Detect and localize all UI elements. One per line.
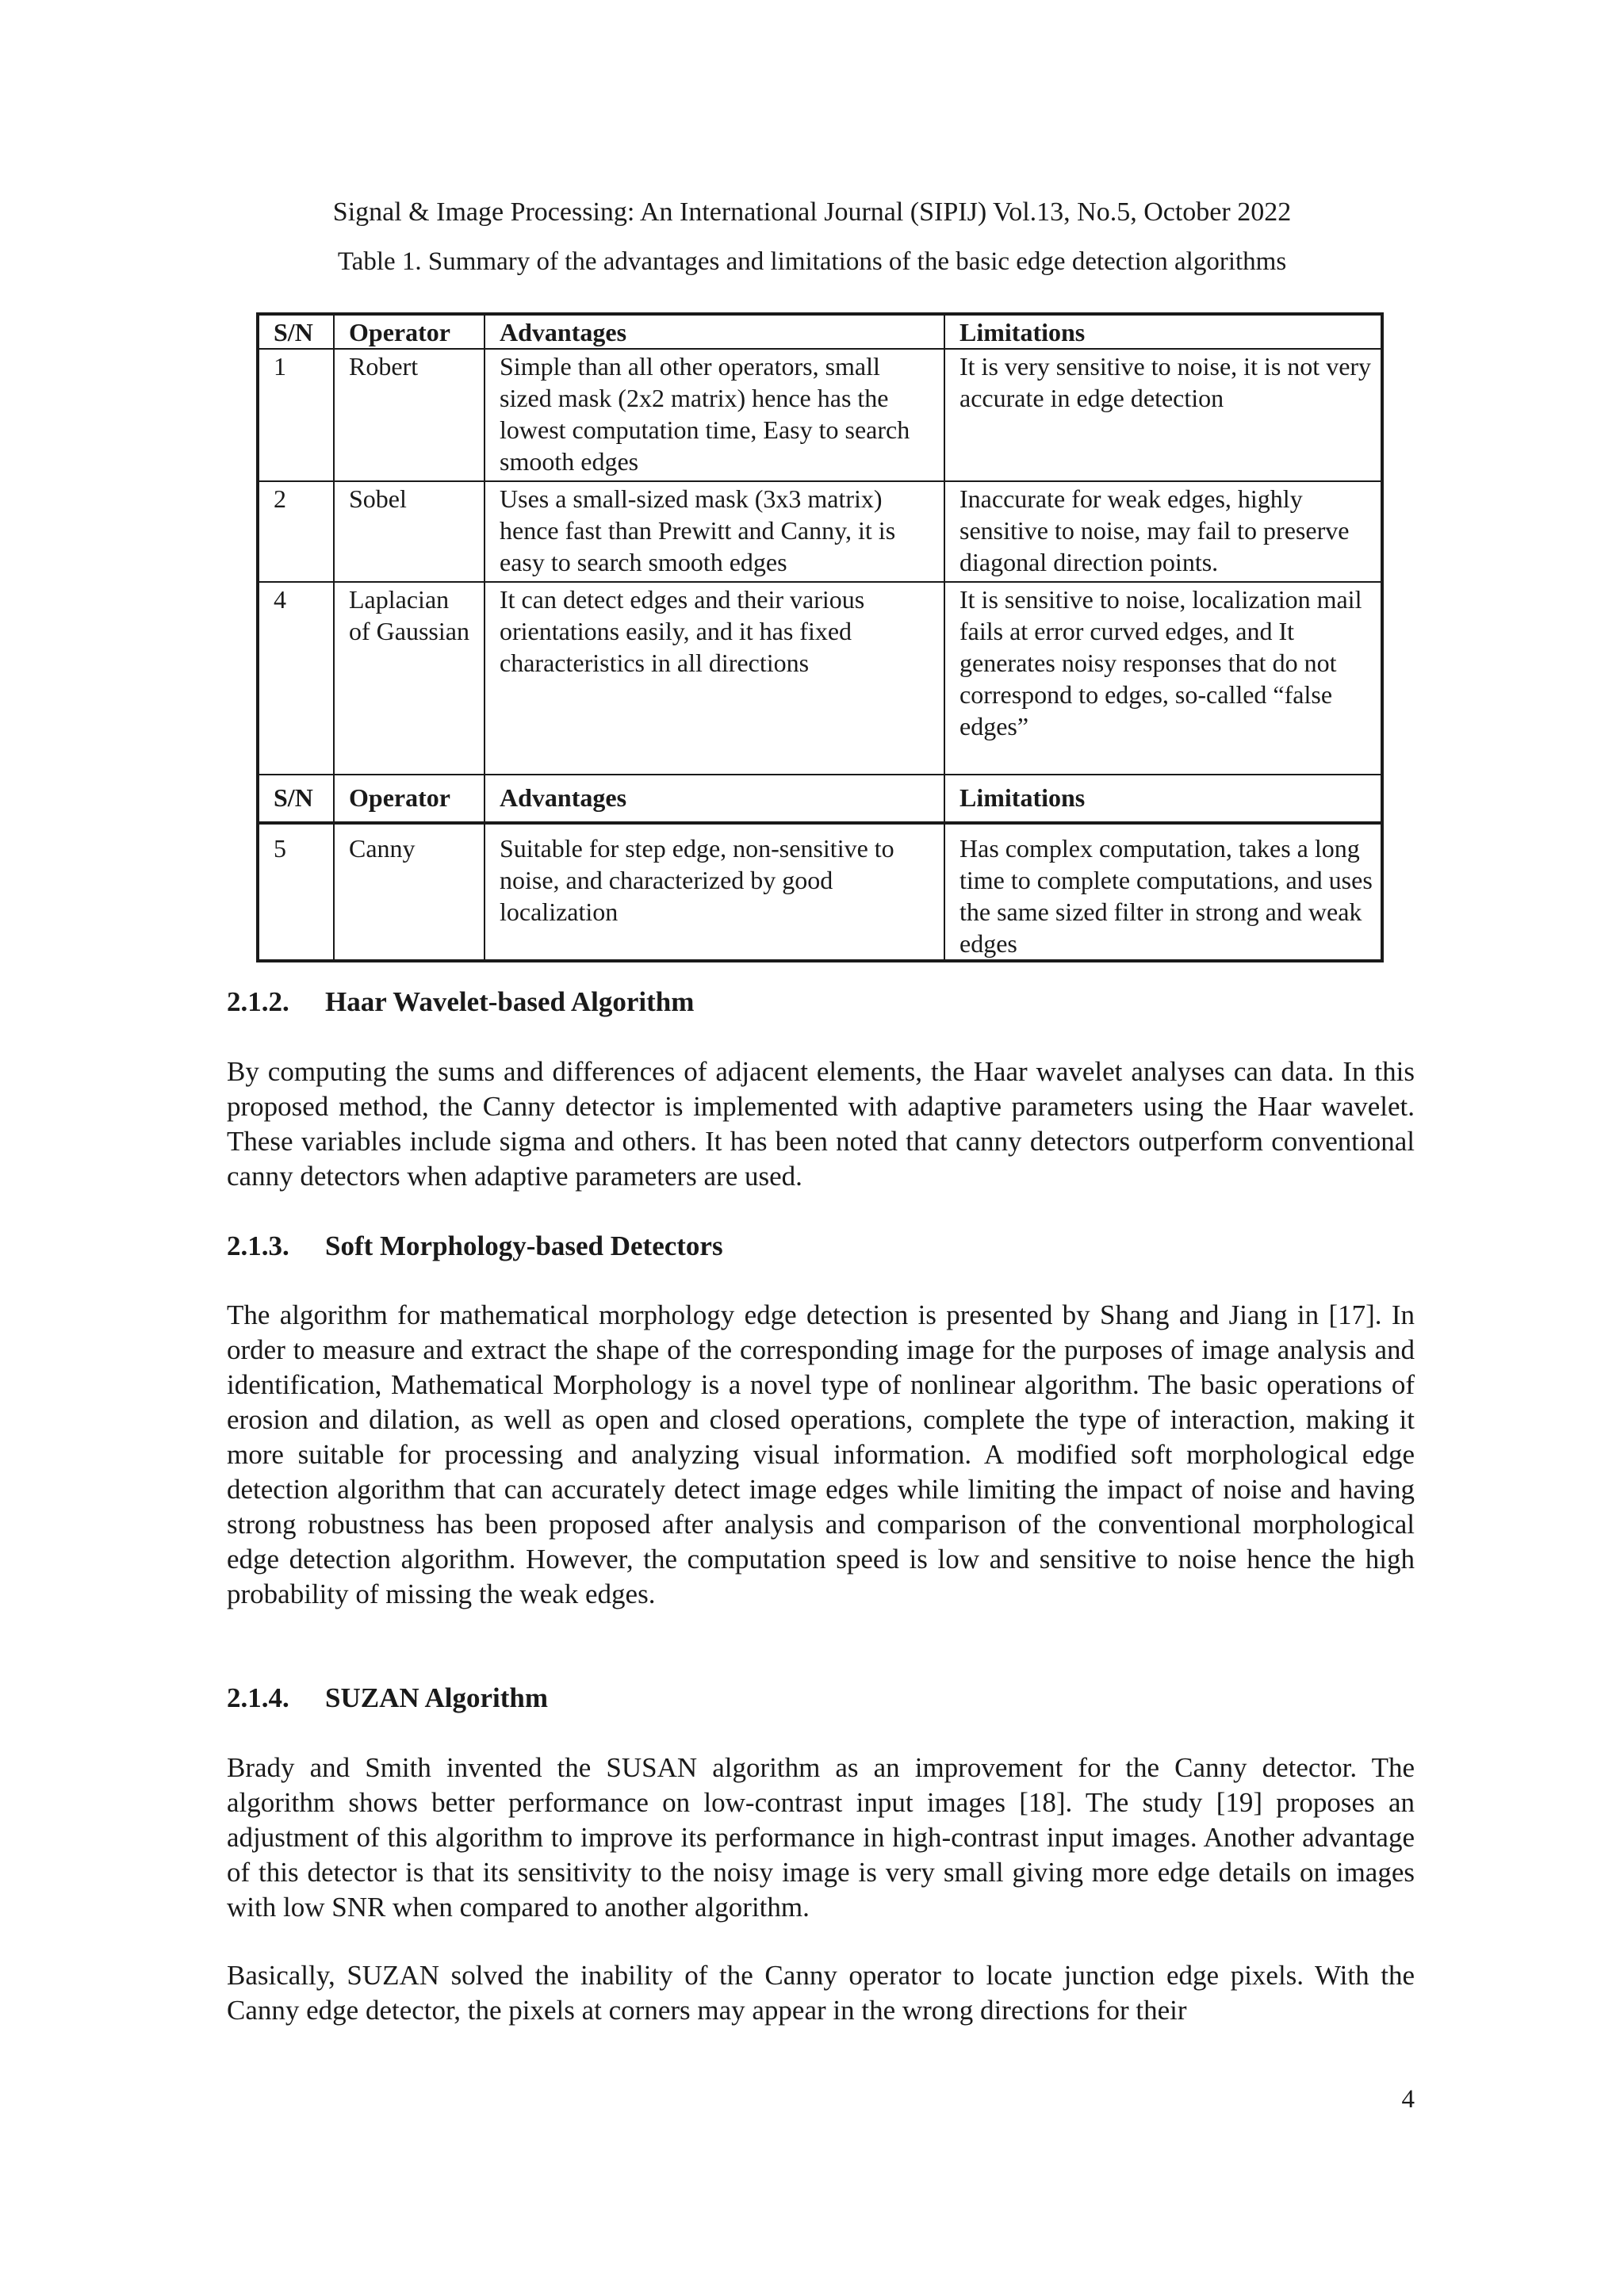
cell-limitations: It is very sensitive to noise, it is not very accurate in edge detection [944, 349, 1382, 481]
table-header-row [258, 314, 1382, 349]
cell-operator: Laplacian of Gaussian [334, 582, 485, 775]
table-row [258, 823, 1382, 961]
paragraph: Brady and Smith invented the SUSAN algorithm as an improvement for the Canny detector. The algorithm shows better performance on low-contrast input images [18]. The study [19] proposes an adjustment of this algorithm to improve its performance in high-contrast input images. Another advantage of this detector is that its sensitivity to the noisy image is very small giving more edge details on images with low SNR when compared to another algorithm. [227, 1752, 1415, 1923]
column-header-operator: Operator [334, 314, 485, 349]
cell-sn: 4 [258, 582, 334, 775]
summary-table [256, 312, 1384, 962]
column-header-operator: Operator [334, 775, 485, 823]
cell-advantages: It can detect edges and their various orientations easily, and it has fixed characteristics in all directions [485, 582, 944, 775]
table-row [258, 481, 1382, 582]
paragraph: By computing the sums and differences of adjacent elements, the Haar wavelet analyses can data. In this proposed method, the Canny detector is implemented with adaptive parameters using the Haar wavelet. These variables include sigma and others. It has been noted that canny detectors outperform conventional canny detectors when adaptive parameters are used. [227, 1056, 1415, 1192]
section-title: SUZAN Algorithm [325, 1682, 548, 1713]
cell-advantages: Simple than all other operators, small sized mask (2x2 matrix) hence has the lowest computation time, Easy to search smooth edges [485, 349, 944, 481]
cell-sn: 5 [258, 823, 334, 961]
section-number: 2.1.2. [227, 986, 289, 1017]
section-title: Soft Morphology-based Detectors [325, 1230, 723, 1261]
page-number: 4 [1401, 2085, 1415, 2114]
column-header-sn: S/N [258, 314, 334, 349]
cell-operator: Sobel [334, 481, 485, 582]
cell-sn: 1 [258, 349, 334, 481]
cell-advantages: Uses a small-sized mask (3x3 matrix) hence fast than Prewitt and Canny, it is easy to search smooth edges [485, 481, 944, 582]
paragraph: Basically, SUZAN solved the inability of the Canny operator to locate junction edge pixels. With the Canny edge detector, the pixels at corners may appear in the wrong directions for their [227, 1960, 1415, 2026]
table-caption: Table 1. Summary of the advantages and limitations of the basic edge detection algorithms [337, 247, 1287, 276]
column-header-advantages: Advantages [485, 314, 944, 349]
table-row [258, 582, 1382, 775]
column-header-limitations: Limitations [944, 314, 1382, 349]
cell-limitations: Has complex computation, takes a long time to complete computations, and uses the same sized filter in strong and weak edges [944, 823, 1382, 961]
column-header-sn: S/N [258, 775, 334, 823]
cell-limitations: Inaccurate for weak edges, highly sensitive to noise, may fail to preserve diagonal direction points. [944, 481, 1382, 582]
section-title: Haar Wavelet-based Algorithm [325, 986, 695, 1017]
paragraph: The algorithm for mathematical morphology edge detection is presented by Shang and Jiang in [17]. In order to measure and extract the shape of the corresponding image for the purposes of image analysis and identification, Mathematical Morphology is a novel type of nonlinear algorithm. The basic operations of erosion and dilation, as well as open and closed operations, complete the type of interaction, making it more suitable for processing and analyzing visual information. A modified soft morphological edge detection algorithm that can accurately detect image edges while limiting the impact of noise and having strong robustness has been proposed after analysis and comparison of the conventional morphological edge detection algorithm. However, the computation speed is low and sensitive to noise hence the high probability of missing the weak edges. [227, 1299, 1415, 1609]
section-number: 2.1.4. [227, 1682, 289, 1713]
cell-limitations: It is sensitive to noise, localization mail fails at error curved edges, and It generates noisy responses that do not correspond to edges, so-called “false edges” [944, 582, 1382, 775]
section-heading [227, 1229, 723, 1264]
journal-header: Signal & Image Processing: An International Journal (SIPIJ) Vol.13, No.5, October 2022 [332, 197, 1292, 227]
table-repeated-header-row [258, 775, 1382, 823]
section-heading [227, 1681, 548, 1716]
cell-operator: Canny [334, 823, 485, 961]
cell-advantages: Suitable for step edge, non-sensitive to noise, and characterized by good localization [485, 823, 944, 961]
cell-operator: Robert [334, 349, 485, 481]
section-heading [227, 985, 694, 1020]
column-header-limitations: Limitations [944, 775, 1382, 823]
section-number: 2.1.3. [227, 1230, 289, 1261]
column-header-advantages: Advantages [485, 775, 944, 823]
table-row [258, 349, 1382, 481]
cell-sn: 2 [258, 481, 334, 582]
